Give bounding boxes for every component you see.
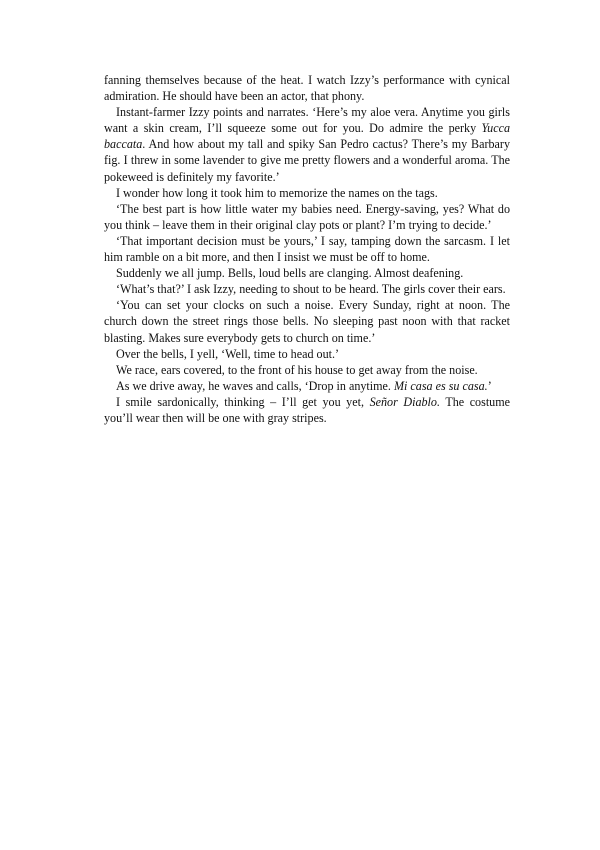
paragraph-6 — [104, 265, 510, 281]
paragraph-2 — [104, 104, 510, 184]
text-segment: The costume you’ll wear then will be one with gray stripes. — [104, 394, 510, 425]
text-segment: ‘You can set your clocks on such a noise. Every Sunday, right at noon. The church down the street rings those bells. No sleeping past noon with that racket blasting. Makes sure everybody gets to church on time.’ — [104, 298, 510, 345]
italic-plant-name: Yucca baccata — [104, 121, 510, 152]
text-segment: As we drive away, he waves and calls, ‘Drop in anytime. — [116, 378, 394, 393]
paragraph-10 — [104, 362, 510, 378]
paragraph-11 — [104, 378, 510, 394]
italic-spanish-phrase: Mi casa es su casa. — [393, 378, 488, 393]
paragraph-4 — [104, 201, 510, 233]
text-segment: fanning themselves because of the heat. I watch Izzy’s performance with cynical admiration. He should have been an actor, that phony. — [104, 73, 510, 104]
paragraph-8 — [104, 297, 510, 345]
paragraph-7 — [104, 281, 510, 297]
paragraph-9 — [104, 346, 510, 362]
italic-name: Señor Diablo. — [369, 394, 440, 409]
text-segment: ’ — [487, 378, 492, 393]
paragraph-5 — [104, 233, 510, 265]
text-segment: I smile sardonically, thinking – I’ll get you yet, — [116, 394, 370, 409]
paragraph-1 — [104, 72, 510, 104]
text-segment: ‘That important decision must be yours,’ I say, tamping down the sarcasm. I let him ramble on a bit more, and then I insist we must be off to home. — [104, 233, 510, 265]
text-segment: Instant-farmer Izzy points and narrates. ‘Here’s my aloe vera. Anytime you girls want a skin cream, I’ll squeeze some out for you. Do admire the perky — [104, 105, 510, 136]
text-segment: ‘What’s that?’ I ask Izzy, needing to shout to be heard. The girls cover their ears. — [116, 282, 506, 297]
text-segment: I wonder how long it took him to memorize the names on the tags. — [116, 185, 438, 200]
text-segment: We race, ears covered, to the front of his house to get away from the noise. — [116, 362, 478, 377]
text-segment: Over the bells, I yell, ‘Well, time to head out.’ — [116, 346, 340, 361]
text-segment: Suddenly we all jump. Bells, loud bells are clanging. Almost deafening. — [116, 266, 464, 281]
paragraph-12 — [104, 394, 510, 426]
page-body — [104, 72, 510, 426]
text-segment: . And how about my tall and spiky San Pedro cactus? There’s my Barbary fig. I threw in some lavender to give me pretty flowers and a wonderful aroma. The pokeweed is definitely my favorite.’ — [104, 137, 510, 184]
paragraph-3 — [104, 185, 510, 201]
text-segment: ‘The best part is how little water my babies need. Energy-saving, yes? What do you think – leave them in their original clay pots or plant? I’m trying to decide.’ — [104, 201, 510, 232]
